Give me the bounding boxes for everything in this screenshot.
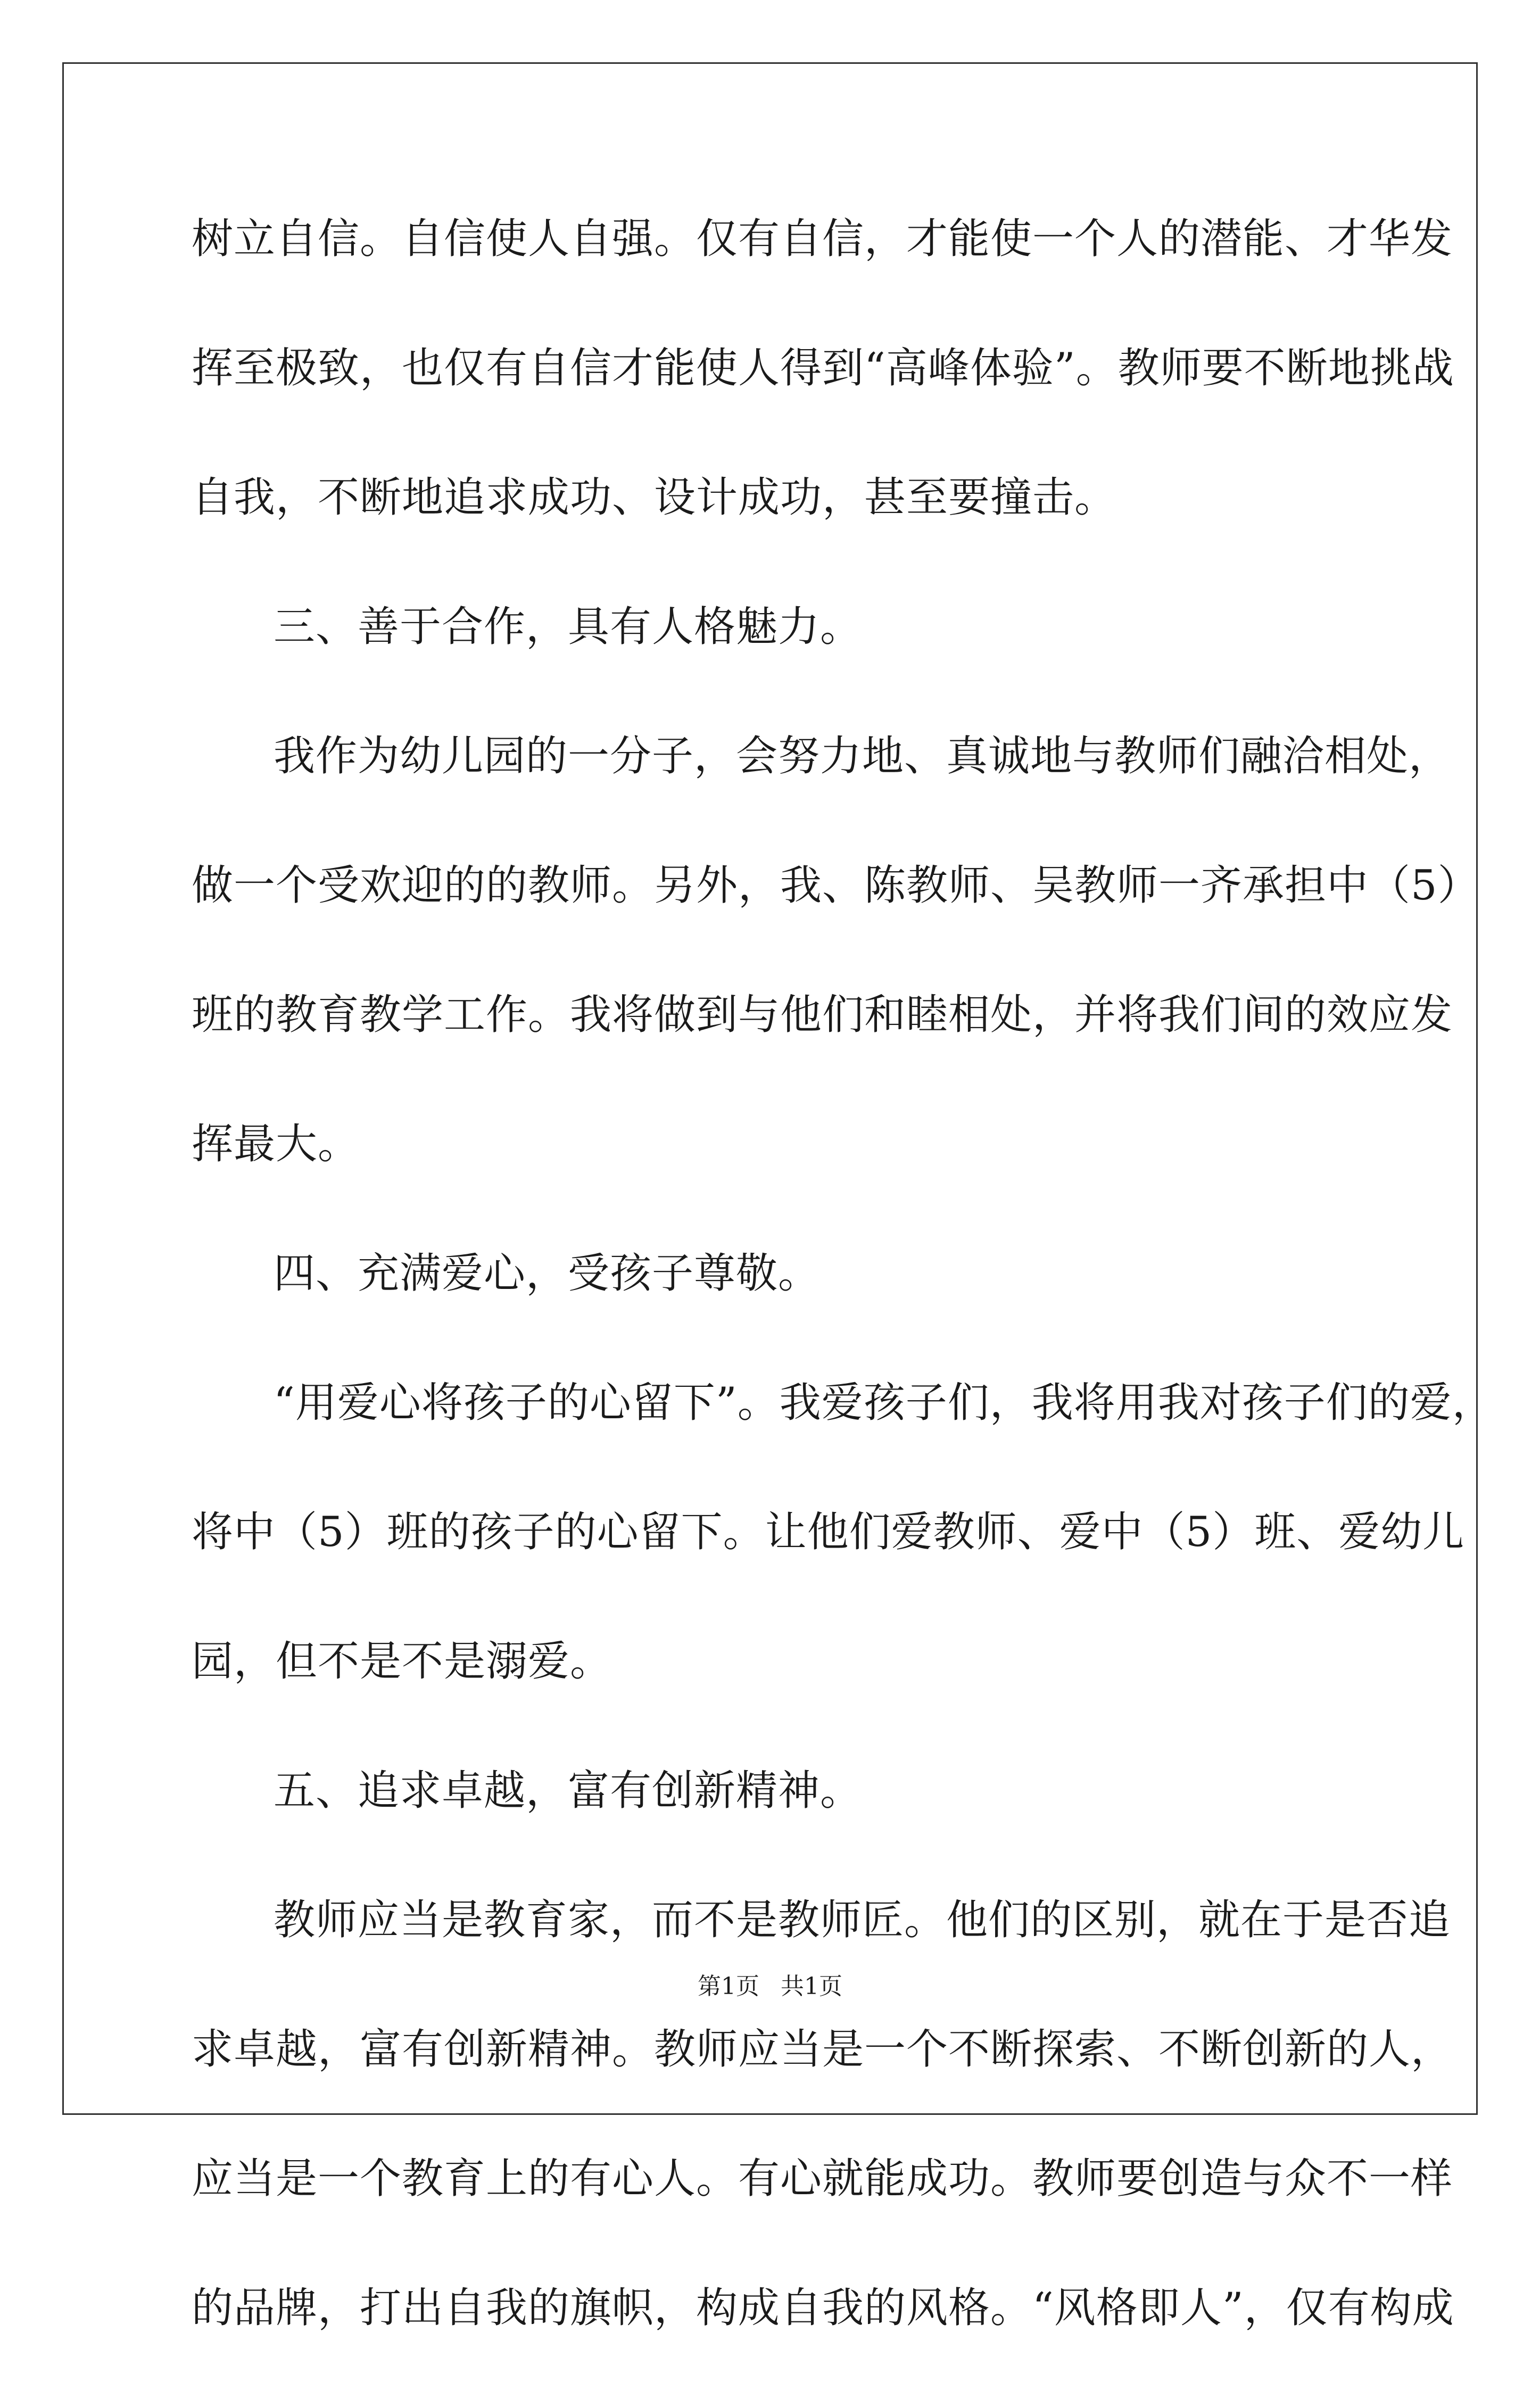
page-number-current: 第1页 <box>698 1973 759 2000</box>
text-line: 应当是一个教育上的有心人。有心就能成功。教师要创造与众不一样 <box>192 2155 1453 2203</box>
section-heading: 五、追求卓越，富有创新精神。 <box>274 1767 863 1815</box>
paragraph-start: 我作为幼儿园的一分子，会努力地、真诚地与教师们融洽相处， <box>274 732 1451 780</box>
document-body <box>192 208 1494 2406</box>
text-line: 树立自信。自信使人自强。仅有自信，才能使一个人的潜能、才华发 <box>192 215 1453 263</box>
section-heading: 三、善于合作，具有人格魅力。 <box>274 603 863 651</box>
text-line: 园，但不是不是溺爱。 <box>192 1638 612 1685</box>
page-number-total: 共1页 <box>781 1973 842 2000</box>
text-line: 自我，不断地追求成功、设计成功，甚至要撞击。 <box>192 474 1117 522</box>
text-line: 挥最大。 <box>192 1120 360 1168</box>
paragraph-start: “用爱心将孩子的心留下”。我爱孩子们，我将用我对孩子们的爱， <box>274 1379 1494 1427</box>
text-line: 做一个受欢迎的的教师。另外，我、陈教师、吴教师一齐承担中（5） <box>192 862 1480 910</box>
page-footer <box>0 1971 1540 2003</box>
text-line: 求卓越，富有创新精神。教师应当是一个不断探索、不断创新的人， <box>192 2025 1453 2073</box>
text-line: 的品牌，打出自我的旗帜，构成自我的风格。“风格即人”，仅有构成 <box>192 2284 1454 2332</box>
section-heading: 四、充满爱心，受孩子尊敬。 <box>274 1250 821 1297</box>
text-line: 班的教育教学工作。我将做到与他们和睦相处，并将我们间的效应发 <box>192 991 1453 1039</box>
paragraph-start: 教师应当是教育家，而不是教师匠。他们的区别，就在于是否追 <box>274 1896 1451 1944</box>
text-line: 将中（5）班的孩子的心留下。让他们爱教师、爱中（5）班、爱幼儿 <box>192 1508 1465 1556</box>
text-line: 挥至极致，也仅有自信才能使人得到“高峰体验”。教师要不断地挑战 <box>192 344 1454 392</box>
